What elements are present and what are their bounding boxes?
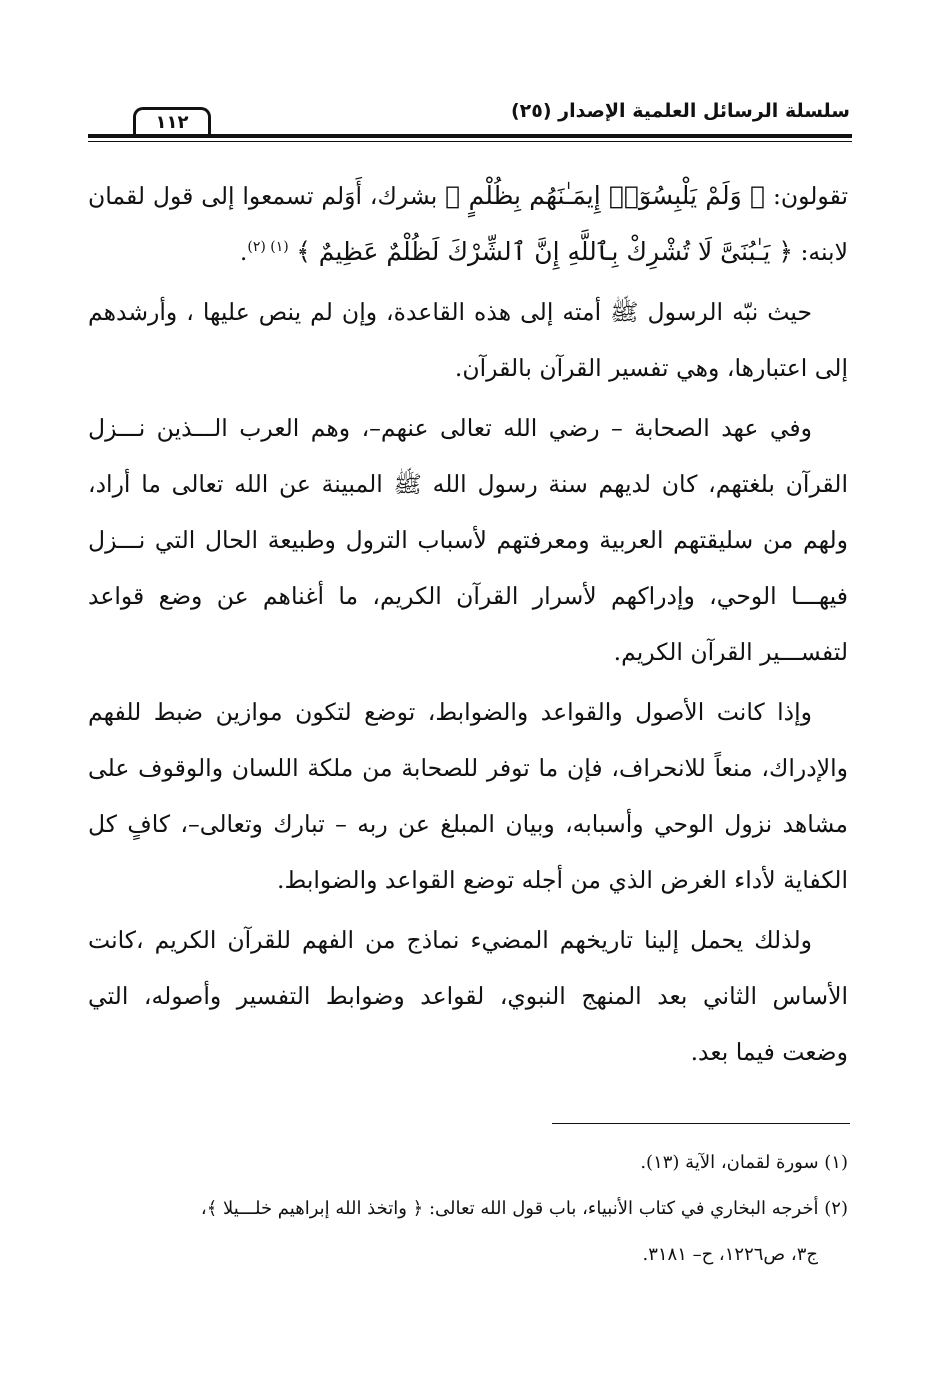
footnote-1: (١) سورة لقمان، الآية (١٣). bbox=[640, 1152, 848, 1173]
paragraph-3: وفي عهد الصحابة – رضي الله تعالى عنهم–، وهم العرب الـــذين نـــزل القرآن بلغتهم، كان لديهم سنة رسول الله ﷺ المبينة عن الله تعالى ما أراد، ولهم من سليقتهم العربية ومعرفتهم لأسباب الترول وطبيعة الحال التي نـــزل فيهـــا الوحي، وإدراكهم لأسرار القرآن الكريم، ما أغناهم عن وضع قواعد لتفســـير القرآن الكريم. bbox=[88, 414, 848, 666]
paragraph-1 bbox=[88, 168, 848, 280]
body-text bbox=[88, 168, 848, 1084]
page-number: ١١٢ bbox=[133, 107, 211, 137]
footnote-2-continuation: ج٣، ص١٢٢٦، ح– ٣١٨١. bbox=[642, 1244, 818, 1265]
footnotes bbox=[88, 1140, 848, 1278]
header-rule-thin bbox=[88, 141, 852, 142]
footnote-2: (٢) أخرجه البخاري في كتاب الأنبياء، باب قول الله تعالى: ﴿ واتخذ الله إبراهيم خلـــيلا ﴾، bbox=[200, 1198, 848, 1219]
footnote-reference: (١) (٢) bbox=[247, 239, 289, 256]
paragraph-5: ولذلك يحمل إلينا تاريخهم المضيء نماذج من الفهم للقرآن الكريم ،كانت الأساس الثاني بعد المنهج النبوي، لقواعد وضوابط التفسير وأصوله، التي وضعت فيما بعد. bbox=[88, 926, 848, 1066]
paragraph-1-end: . bbox=[239, 238, 248, 266]
header-rule bbox=[88, 134, 852, 138]
paragraph-1-text-b: بشرك، أَوَلم تسمعوا إلى قول لقمان لابنه: bbox=[88, 182, 848, 266]
paragraph-2: حيث نبّه الرسول ﷺ أمته إلى هذه القاعدة، وإن لم ينص عليها ، وأرشدهم إلى اعتبارها، وهي تفسير القرآن بالقرآن. bbox=[88, 298, 848, 382]
series-title: سلسلة الرسائل العلمية الإصدار (٢٥) bbox=[510, 100, 850, 122]
paragraph-4: وإذا كانت الأصول والقواعد والضوابط، توضع لتكون موازين ضبط للفهم والإدراك، منعاً للانحراف، فإن ما توفر للصحابة من ملكة اللسان والوقوف على مشاهد نزول الوحي وأسبابه، وبيان المبلغ عن ربه – تبارك وتعالى–، كافٍ كل الكفاية لأداء الغرض الذي من أجله توضع القواعد والضوابط. bbox=[88, 698, 848, 894]
footnote-rule bbox=[552, 1123, 850, 1124]
quran-verse-1: ﴿ وَلَمْ يَلْبِسُوٓا۟ إِيمَـٰنَهُم بِظُلْمٍ ﴾ bbox=[445, 181, 766, 210]
paragraph-1-text-a: تقولون: bbox=[765, 182, 848, 210]
quran-verse-2: ﴿ يَـٰبُنَىَّ لَا تُشْرِكْ بِٱللَّهِ إِنَّ ٱلشِّرْكَ لَظُلْمٌ عَظِيمٌ ﴾ bbox=[296, 237, 793, 266]
